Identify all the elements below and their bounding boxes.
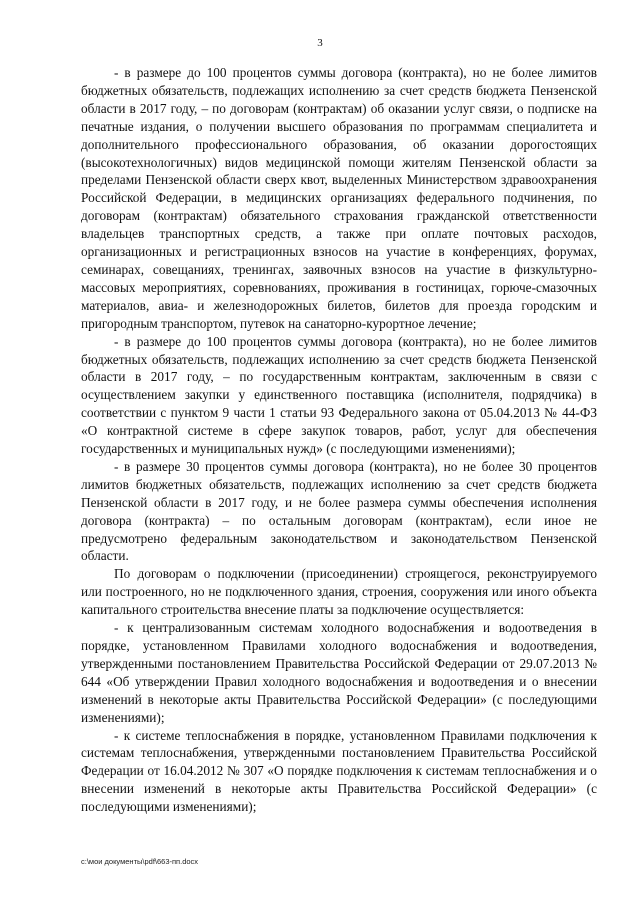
paragraph-heat-supply: - к системе теплоснабжения в порядке, установленном Правилами подключения к системам теплоснабжения, утвержденными постановлением Правительства Российской Федерации от 16.04.2012 № 307 «О порядке подключения к системам теплоснабжения и о внесении изменений в некоторые акты Правительства Российской Федерации» (с последующими изменениями); <box>81 727 597 815</box>
paragraph-advance-100-services: - в размере до 100 процентов суммы договора (контракта), но не более лимитов бюджетных обязательств, подлежащих исполнению за счет средств бюджета Пензенской области в 2017 году, – по договорам (контрактам) об оказании услуг связи, о подписке на печатные издания, о получении высшего образования по программам специалитета и дополнительного профессионального образования, об оказании дорогостоящих (высокотехнологичных) видов медицинской помощи жителям Пензенской области за пределами Пензенской области сверх квот, выделенных Министерством здравоохранения Российской Федерации, в медицинских организациях федерального подчинения, по договорам (контрактам) обязательного страхования гражданской ответственности владельцев транспортных средств, а также при оплате почтовых расходов, организационных и регистрационных взносов на участие в конференциях, форумах, семинарах, совещаниях, тренингах, заявочных взносов на участие в физкультурно-массовых мероприятиях, соревнованиях, проживания в гостиницах, горюче-смазочных материалов, авиа- и железнодорожных билетов, билетов для проезда городским и пригородным транспортом, путевок на санаторно-курортное лечение; <box>81 65 597 331</box>
document-body <box>81 64 597 816</box>
page-number: 3 <box>317 37 323 49</box>
paragraph-advance-100-single-supplier: - в размере до 100 процентов суммы договора (контракта), но не более лимитов бюджетных обязательств, подлежащих исполнению за счет средств бюджета Пензенской области в 2017 году, – по государственным контрактам, заключенным в связи с осуществлением закупки у единственного поставщика (исполнителя, подрядчика) в соответствии с пунктом 9 части 1 статьи 93 Федерального закона от 05.04.2013 № 44-ФЗ «О контрактной системе в сфере закупок товаров, работ, услуг для обеспечения государственных и муниципальных нужд» (с последующими изменениями); <box>81 333 597 457</box>
footer-file-path: c:\мои документы\pdf\663-пп.docx <box>81 857 199 866</box>
paragraph-water-supply: - к централизованным системам холодного водоснабжения и водоотведения в порядке, установленном Правилами холодного водоснабжения и водоотведения, утвержденными постановлением Правительства Российской Федерации от 29.07.2013 № 644 «Об утверждении Правил холодного водоснабжения и водоотведения и о внесении изменений в некоторые акты Правительства Российской Федерации» (с последующими изменениями); <box>81 620 597 725</box>
paragraph-connection-contracts: По договорам о подключении (присоединении) строящегося, реконструируемого или построенного, но не подключенного здания, строения, сооружения или иного объекта капитального строительства внесение платы за подключение осуществляется: <box>81 566 597 618</box>
paragraph-advance-30-other: - в размере 30 процентов суммы договора (контракта), но не более 30 процентов лимитов бюджетных обязательств, подлежащих исполнению за счет средств бюджета Пензенской области в 2017 году, и не более размера суммы обеспечения исполнения договора (контракта) – по остальным договорам (контрактам), если иное не предусмотрено федеральным законодательством и законодательством Пензенской области. <box>81 458 597 564</box>
